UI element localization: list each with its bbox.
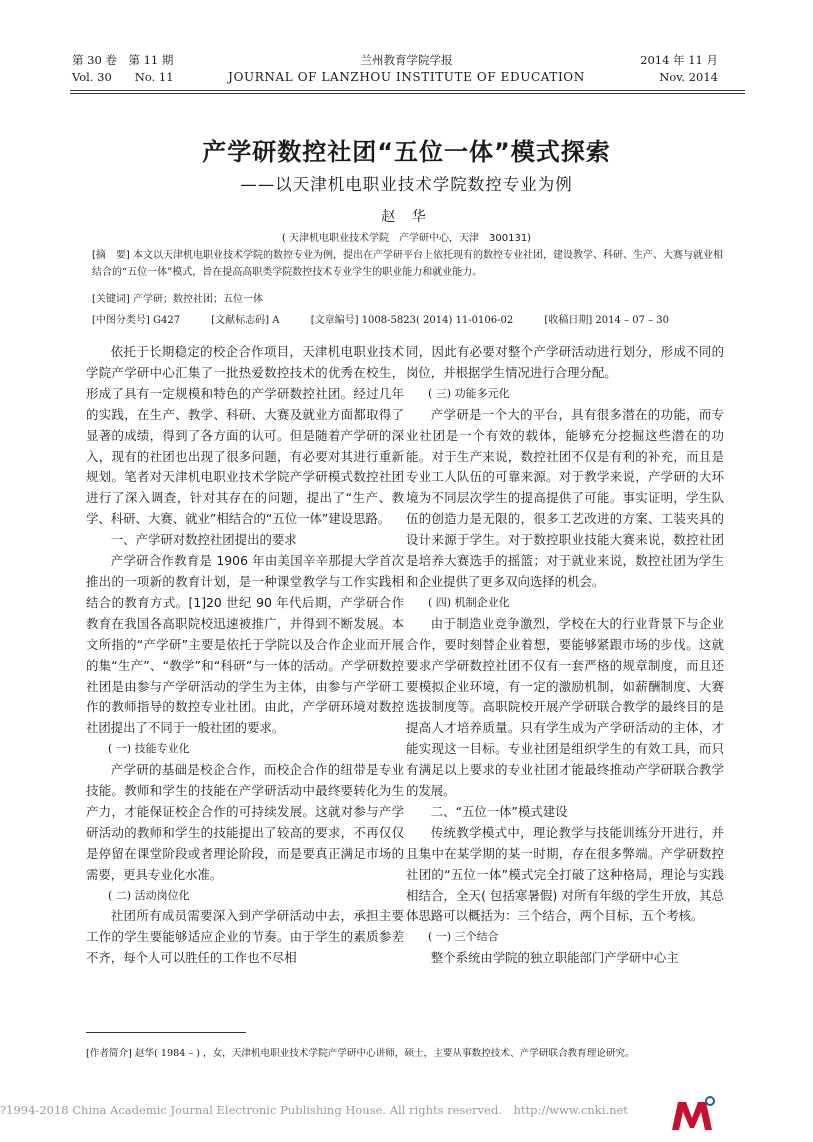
journal-name-cn: 兰州教育学院学报 — [360, 53, 453, 67]
clc-label: [中图分类号] — [92, 315, 150, 326]
article-title: 产学研数控社团“五位一体”模式探索 — [202, 138, 611, 166]
body-paragraph: 社团所有成员需要深入到产学研活动中去，承担主要工作的学生要能够适应企业的节奏。由于学生的素质参差不齐，每个人可以胜任的工作也不尽相 — [86, 908, 404, 966]
section-heading: ( 一) 技能专业化 — [108, 742, 190, 756]
received-label: [收稿日期] — [544, 315, 593, 326]
abstract-text: 本文以天津机电职业技术学院的数控专业为例，提出在产学研平台上依托现有的数控专业社团，建设教学、科研、生产、大赛与就业相结合的“五位一体”模式，旨在提高高职类学院数控技术专业学生的职业能力和就业能力。 — [92, 250, 723, 278]
keywords — [92, 291, 724, 308]
article-id-value: 1008-5823( 2014) 11-0106-02 — [361, 315, 514, 326]
doc-code-value: A — [272, 315, 280, 326]
body-paragraph: 由于制造业竞争激烈，学校在大的行业背景下与企业合作，要时刻替企业着想，要能够紧跟市场的步伐。这就要求产学研数控社团不仅有一套严格的规章制度，而且还要模拟企业环境，有一定的激励机制，如薪酬制度、大赛选拔制度等。高职院校开展产学研联合教学的最终目的是提高人才培养质量。只有学生成为产学研活动的主体，才能实现这一目标。专业社团是组织学生的有效工具，而只有满足以上要求的专业社团才能最终推动产学研联合教学的发展。 — [406, 615, 724, 799]
volume-en: Vol. 30 No. 11 — [72, 70, 174, 84]
section-heading: ( 一) 三个结合 — [428, 930, 499, 944]
body-paragraph: 传统教学模式中，理论教学与技能训练分开进行，并且集中在某学期的某一时期，存在很多弊端。产学研数控社团的“五位一体”模式完全打破了这种格局，理论与实践相结合，全天( 包括寒暑假) 对所有年级的学生开放，其总体思路可以概括为：三个结合，两个目标，五个考核。 — [406, 824, 724, 924]
abstract-label: [摘 要] — [92, 250, 130, 261]
body-column-left — [86, 342, 404, 969]
author-footnote: [作者简介] 赵华( 1984 – ) ，女，天津机电职业技术学院产学研中心讲师，硕士，主要从事数控技术、产学研联合教育理论研究。 — [86, 1048, 635, 1059]
body-paragraph: 整个系统由学院的独立职能部门产学研中心主 — [430, 950, 679, 966]
issue-date — [640, 52, 718, 86]
body-paragraph: 产学研是一个大的平台，具有很多潜在的功能，而专业社团是一个有效的载体，能够充分挖掘这些潜在的功能。对于生产来说，数控社团不仅是有利的补充，而且是专业工人队伍的可靠来源。对于教学来说，产学研的大环境为不同层次学生的提高提供了可能。事实证明，学生队伍的创造力是无限的，很多工艺改进的方案、工装夹具的设计来源于学生。对于数控职业技能大赛来说，数控社团是培养大赛选手的摇篮；对于就业来说，数控社团为学生和企业提供了更多双向选择的机会。 — [406, 406, 724, 589]
article-meta — [92, 312, 724, 329]
body-paragraph: 依托于长期稳定的校企合作项目，天津机电职业技术学院产学研中心汇集了一批热爱数控技术的优秀在校生，形成了具有一定规模和特色的产学研数控社团。经过几年的实践，在生产、教学、科研、大赛及就业方面都取得了显著的成绩，得到了各方面的认可。但是随着产学研的深入，现有的社团也出现了很多问题，有必要对其进行重新规划。笔者对天津机电职业技术学院产学研模式数控社团进行了深入调查，针对其存在的问题，提出了“生产、教学、科研、大赛、就业”相结合的“五位一体”建设思路。 — [86, 344, 404, 527]
article-author: 赵 华 — [381, 209, 432, 225]
copyright-line: ?1994-2018 China Academic Journal Electronic Publishing House. All rights reserved. http://www.cnki.net — [0, 1103, 628, 1117]
keywords-text: 产学研；数控社团；五位一体 — [133, 294, 263, 305]
cnki-logo-icon — [668, 1094, 718, 1134]
journal-name-en: JOURNAL OF LANZHOU INSTITUTE OF EDUCATION — [228, 70, 585, 84]
author-affiliation: ( 天津机电职业技术学院 产学研中心，天津 300131) — [281, 233, 532, 244]
received-value: 2014 – 07 – 30 — [595, 315, 670, 326]
clc-value: G427 — [153, 315, 181, 326]
article-subtitle: ——以天津机电职业技术学院数控专业为例 — [240, 175, 573, 194]
section-heading: 二、“五位一体”模式建设 — [430, 803, 568, 819]
section-heading: 一、产学研对数控社团提出的要求 — [110, 532, 297, 548]
header-rule — [70, 90, 745, 91]
header-rule-2 — [70, 93, 745, 94]
section-heading: ( 二) 活动岗位化 — [108, 888, 190, 902]
issue-date-en: Nov. 2014 — [659, 70, 718, 84]
section-heading: ( 三) 功能多元化 — [428, 386, 510, 400]
body-column-right — [406, 342, 724, 969]
volume-cn: 第 30 卷 第 11 期 — [72, 53, 174, 67]
footnote-rule — [86, 1032, 246, 1033]
issue-date-cn: 2014 年 11 月 — [640, 53, 718, 67]
abstract — [92, 247, 724, 281]
body-paragraph: 同，因此有必要对整个产学研活动进行划分，形成不同的岗位，并根据学生情况进行合理分配。 — [406, 344, 724, 380]
body-paragraph: 产学研的基础是校企合作，而校企合作的纽带是专业技能。教师和学生的技能在产学研活动中最终要转化为生产力，才能保证校企合作的可持续发展。这就对参与产学研活动的教师和学生的技能提出了较高的要求，不再仅仅是停留在课堂阶段或者理论阶段，而是要真正满足市场的需要，更具专业化水准。 — [86, 762, 404, 882]
doc-code-label: [文献标志码] — [211, 315, 270, 326]
section-heading: ( 四) 机制企业化 — [428, 595, 510, 609]
body-paragraph: 产学研合作教育是 1906 年由美国辛辛那提大学首次推出的一项新的教育计划，是一种课堂教学与工作实践相结合的教育方式。[1]20 世纪 90 年代后期，产学研合作教育在我国各高职院校迅速被推广，并得到不断发展。本文所指的“产学研”主要是依托于学院以及合作企业而开展的集“生产”、“教学”和“科研”与一体的活动。产学研数控社团是由参与产学研活动的学生为主体，由参与产学研工作的教师指导的数控专业社团。由此，产学研环境对数控社团提出了不同于一般社团的要求。 — [86, 553, 404, 736]
keywords-label: [关键词] — [92, 294, 130, 305]
article-id-label: [文章编号] — [310, 315, 359, 326]
